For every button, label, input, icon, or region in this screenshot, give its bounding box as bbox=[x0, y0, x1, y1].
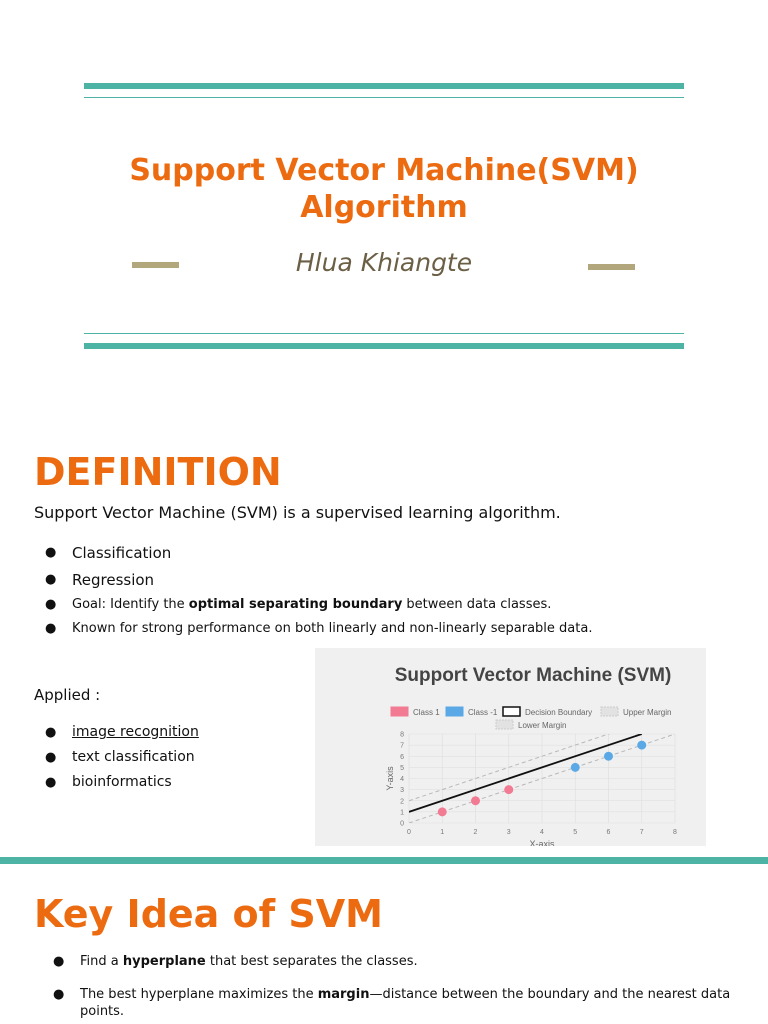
bullet-icon: ● bbox=[53, 987, 65, 1002]
series-line-decision-boundary bbox=[409, 734, 642, 812]
legend-label-4: Lower Margin bbox=[518, 721, 567, 730]
bullet-text bbox=[80, 953, 418, 970]
bullet-text-bold: optimal separating boundary bbox=[188, 597, 403, 612]
legend-label-3: Upper Margin bbox=[623, 708, 672, 717]
applied-label: Applied : bbox=[34, 686, 101, 704]
bullet-text: Regression bbox=[72, 571, 155, 589]
y-tick-label-2: 2 bbox=[400, 798, 404, 806]
bullet-text bbox=[72, 597, 551, 613]
y-tick-label-6: 6 bbox=[400, 753, 404, 761]
applied-link-image-recognition[interactable]: image recognition bbox=[72, 724, 199, 740]
bullet-text-pre: Find a bbox=[80, 954, 123, 969]
bullet-icon: ● bbox=[45, 545, 57, 560]
bullet-text: Classification bbox=[72, 544, 172, 562]
section-divider bbox=[0, 857, 768, 864]
title-rule-top-thick bbox=[84, 83, 684, 89]
y-tick-label-0: 0 bbox=[400, 820, 404, 828]
x-tick-label-5: 5 bbox=[573, 829, 578, 836]
bullet-icon: ● bbox=[45, 572, 57, 587]
y-tick-label-3: 3 bbox=[400, 787, 404, 795]
bullet-text-post: that best separates the classes. bbox=[205, 954, 418, 969]
bullet-text: bioinformatics bbox=[72, 774, 172, 790]
legend-swatch-2 bbox=[503, 707, 520, 716]
legend-label-2: Decision Boundary bbox=[525, 708, 593, 717]
slide-title-line2: Algorithm bbox=[300, 190, 468, 225]
legend-swatch-4 bbox=[496, 720, 513, 729]
bullet-text-post: between data classes. bbox=[402, 597, 552, 612]
slide-title-line1: Support Vector Machine(SVM) bbox=[129, 153, 639, 188]
legend-swatch-3 bbox=[601, 707, 618, 716]
author-name: Hlua Khiangte bbox=[295, 248, 473, 277]
legend-swatch-1 bbox=[446, 707, 463, 716]
definition-heading: DEFINITION bbox=[34, 450, 282, 494]
y-tick-label-8: 8 bbox=[400, 731, 404, 739]
legend-label-0: Class 1 bbox=[413, 708, 440, 717]
author-dash-right bbox=[588, 264, 635, 270]
bullet-text-pre: Goal: Identify the bbox=[72, 597, 189, 612]
bullet-icon: ● bbox=[45, 750, 57, 765]
title-rule-bottom-thick bbox=[84, 343, 684, 349]
data-point-series1-1 bbox=[604, 752, 613, 761]
data-point-series0-1 bbox=[471, 796, 480, 805]
bullet-icon: ● bbox=[45, 621, 57, 636]
data-point-series0-0 bbox=[438, 807, 447, 816]
bullet-text-pre: The best hyperplane maximizes the bbox=[80, 987, 318, 1002]
definition-intro: Support Vector Machine (SVM) is a supervised learning algorithm. bbox=[34, 503, 561, 522]
y-axis-label: Y-axis bbox=[385, 766, 395, 791]
x-tick-label-2: 2 bbox=[473, 829, 478, 836]
slide-title bbox=[84, 152, 684, 226]
data-point-series1-0 bbox=[571, 763, 580, 772]
svm-chart-svg bbox=[315, 648, 706, 846]
svm-chart bbox=[315, 648, 706, 846]
series-line-upper-margin bbox=[409, 723, 642, 801]
bullet-icon: ● bbox=[45, 725, 57, 740]
x-tick-label-6: 6 bbox=[606, 829, 611, 836]
y-tick-label-1: 1 bbox=[400, 809, 404, 817]
x-tick-label-1: 1 bbox=[440, 829, 445, 836]
bullet-text-post: —distance between the boundary and the nearest data bbox=[369, 987, 731, 1002]
y-tick-label-4: 4 bbox=[400, 776, 404, 783]
bullet-text-line2: points. bbox=[80, 1004, 125, 1019]
x-tick-label-7: 7 bbox=[639, 829, 644, 836]
bullet-icon: ● bbox=[45, 775, 57, 790]
y-tick-label-7: 7 bbox=[400, 742, 404, 750]
bullet-text bbox=[80, 986, 730, 1020]
data-point-series1-2 bbox=[637, 741, 646, 750]
x-tick-label-0: 0 bbox=[407, 829, 411, 836]
x-tick-label-3: 3 bbox=[506, 829, 511, 836]
bullet-text-bold: margin bbox=[317, 987, 370, 1002]
bullet-text-bold: hyperplane bbox=[122, 954, 206, 969]
bullet-text: text classification bbox=[72, 749, 195, 765]
bullet-text: Known for strong performance on both linearly and non-linearly separable data. bbox=[72, 621, 593, 636]
title-rule-bottom-thin bbox=[84, 333, 684, 334]
legend-swatch-0 bbox=[391, 707, 408, 716]
x-tick-label-8: 8 bbox=[673, 829, 677, 836]
chart-title: Support Vector Machine (SVM) bbox=[394, 665, 672, 686]
key-idea-heading: Key Idea of SVM bbox=[34, 892, 383, 936]
y-tick-label-5: 5 bbox=[400, 764, 404, 772]
x-axis-label: X-axis bbox=[529, 839, 555, 846]
legend-label-1: Class -1 bbox=[468, 708, 498, 717]
title-rule-top-thin bbox=[84, 97, 684, 98]
data-point-series0-2 bbox=[504, 785, 513, 794]
bullet-icon: ● bbox=[53, 954, 65, 969]
x-tick-label-4: 4 bbox=[540, 829, 544, 836]
bullet-icon: ● bbox=[45, 597, 57, 612]
